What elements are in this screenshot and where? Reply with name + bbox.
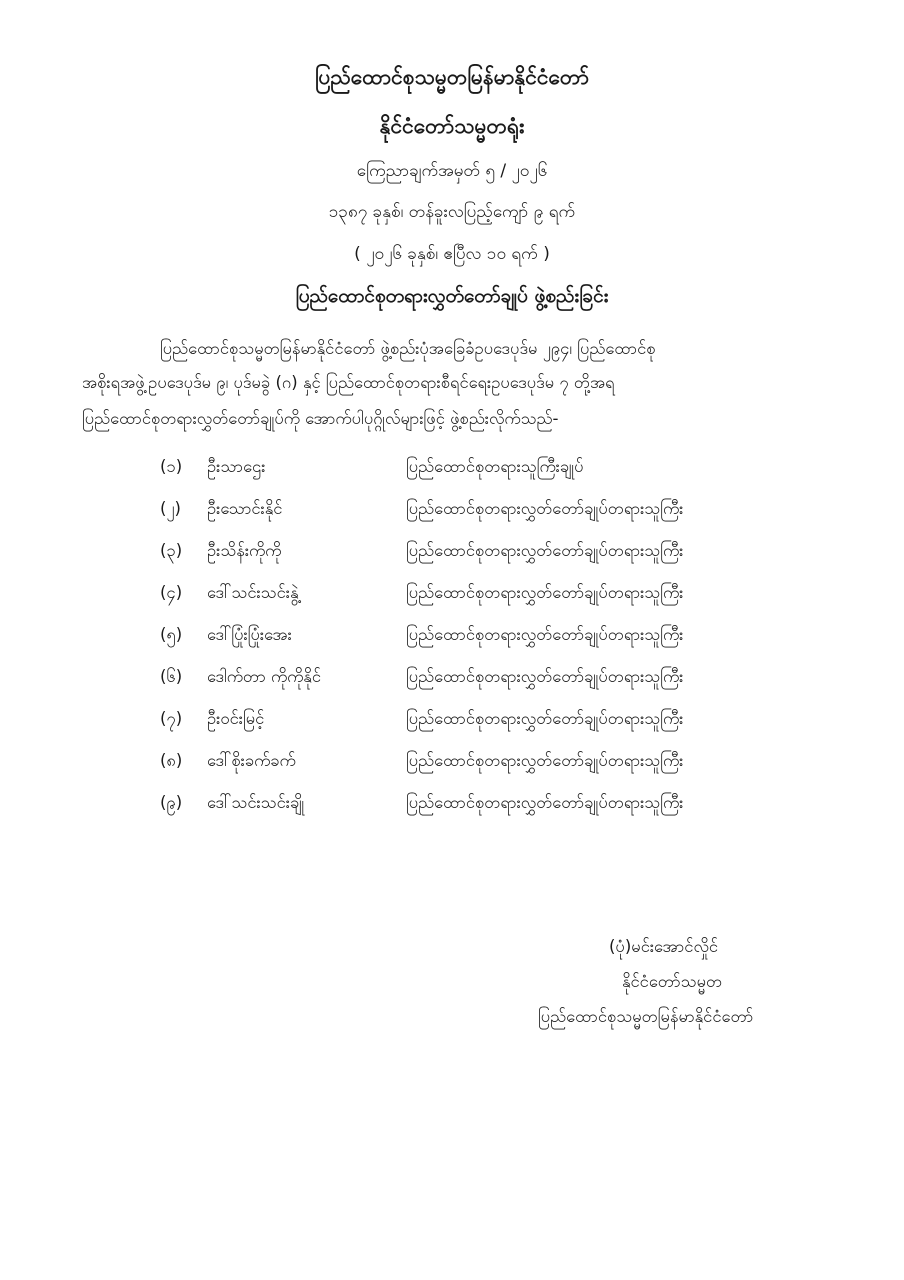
item-number: (၆)	[160, 667, 183, 686]
member-name: ဒေါ်သင်းသင်းနွဲ့	[207, 583, 299, 602]
member-position: ပြည်ထောင်စုတရားလွှတ်တော်ချုပ်တရားသူကြီး	[406, 709, 684, 728]
item-number: (၉)	[160, 793, 183, 812]
member-name: ဒေါ်သင်းသင်းချို	[207, 793, 305, 812]
item-number: (၃)	[160, 541, 183, 560]
member-position: ပြည်ထောင်စုတရားလွှတ်တော်ချုပ်တရားသူကြီး	[406, 499, 684, 518]
member-name: ဦးဝင်းမြင့်	[207, 709, 265, 728]
government-title: ပြည်ထောင်စုသမ္မတမြန်မာနိုင်ငံတော်	[314, 65, 589, 89]
item-number: (၂)	[160, 499, 181, 518]
member-name: ဒေါ်စိုးခက်ခက်	[207, 751, 296, 770]
member-name: ဦးသာဌေး	[207, 457, 266, 476]
subject-heading: ပြည်ထောင်စုတရားလွှတ်တော်ချုပ် ဖွဲ့စည်းခြင်း	[295, 285, 609, 307]
body-paragraph-line-3: ပြည်ထောင်စုတရားလွှတ်တော်ချုပ်ကို အောက်ပါပုဂ္ဂိုလ်များဖြင့် ဖွဲ့စည်းလိုက်သည်-	[82, 409, 559, 428]
member-name: ဒေါ်ပြုံးပြုံးအေး	[207, 625, 292, 644]
member-name: ဒေါက်တာ ကိုကိုနိုင်	[207, 667, 321, 686]
signature-country: ပြည်ထောင်စုသမ္မတမြန်မာနိုင်ငံတော်	[538, 1007, 754, 1026]
signature-signed-by: (ပုံ)မင်းအောင်လှိုင်	[609, 937, 719, 956]
member-position: ပြည်ထောင်စုတရားသူကြီးချုပ်	[406, 457, 584, 476]
member-name: ဦးသိန်းကိုကို	[207, 541, 282, 560]
body-paragraph-line-2: အစိုးရအဖွဲ့ဥပဒေပုဒ်မ ၉၊ ပုဒ်မခွဲ (ဂ) နှင့် ပြည်ထောင်စုတရားစီရင်ရေးဥပဒေပုဒ်မ ၇ တို့အရ	[82, 373, 615, 392]
signature-title: နိုင်ငံတော်သမ္မတ	[622, 972, 723, 991]
member-position: ပြည်ထောင်စုတရားလွှတ်တော်ချုပ်တရားသူကြီး	[406, 667, 684, 686]
member-position: ပြည်ထောင်စုတရားလွှတ်တော်ချုပ်တရားသူကြီး	[406, 751, 684, 770]
member-name: ဦးသောင်းနိုင်	[207, 499, 283, 518]
member-position: ပြည်ထောင်စုတရားလွှတ်တော်ချုပ်တရားသူကြီး	[406, 583, 684, 602]
member-position: ပြည်ထောင်စုတရားလွှတ်တော်ချုပ်တရားသူကြီး	[406, 793, 684, 812]
notification-number: ကြေညာချက်အမှတ် ၅ / ၂၀၂၆	[356, 161, 548, 181]
member-position: ပြည်ထောင်စုတရားလွှတ်တော်ချုပ်တရားသူကြီး	[406, 541, 684, 560]
body-paragraph-line-1: ပြည်ထောင်စုသမ္မတမြန်မာနိုင်ငံတော် ဖွဲ့စည်းပုံအခြေခံဥပဒေပုဒ်မ ၂၉၄၊ ပြည်ထောင်စု	[160, 339, 656, 358]
office-title: နိုင်ငံတော်သမ္မတရုံး	[379, 114, 525, 138]
item-number: (၁)	[160, 457, 183, 476]
item-number: (၇)	[160, 709, 183, 728]
member-position: ပြည်ထောင်စုတရားလွှတ်တော်ချုပ်တရားသူကြီး	[406, 625, 684, 644]
item-number: (၄)	[160, 583, 183, 602]
date-myanmar: ၁၃၈၇ ခုနှစ်၊ တန်ခူးလပြည့်ကျော် ၉ ရက်	[328, 202, 576, 222]
item-number: (၈)	[160, 751, 183, 770]
date-gregorian: ( ၂၀၂၆ ခုနှစ်၊ ဧပြီလ ၁၀ ရက် )	[354, 244, 550, 264]
item-number: (၅)	[160, 625, 183, 644]
